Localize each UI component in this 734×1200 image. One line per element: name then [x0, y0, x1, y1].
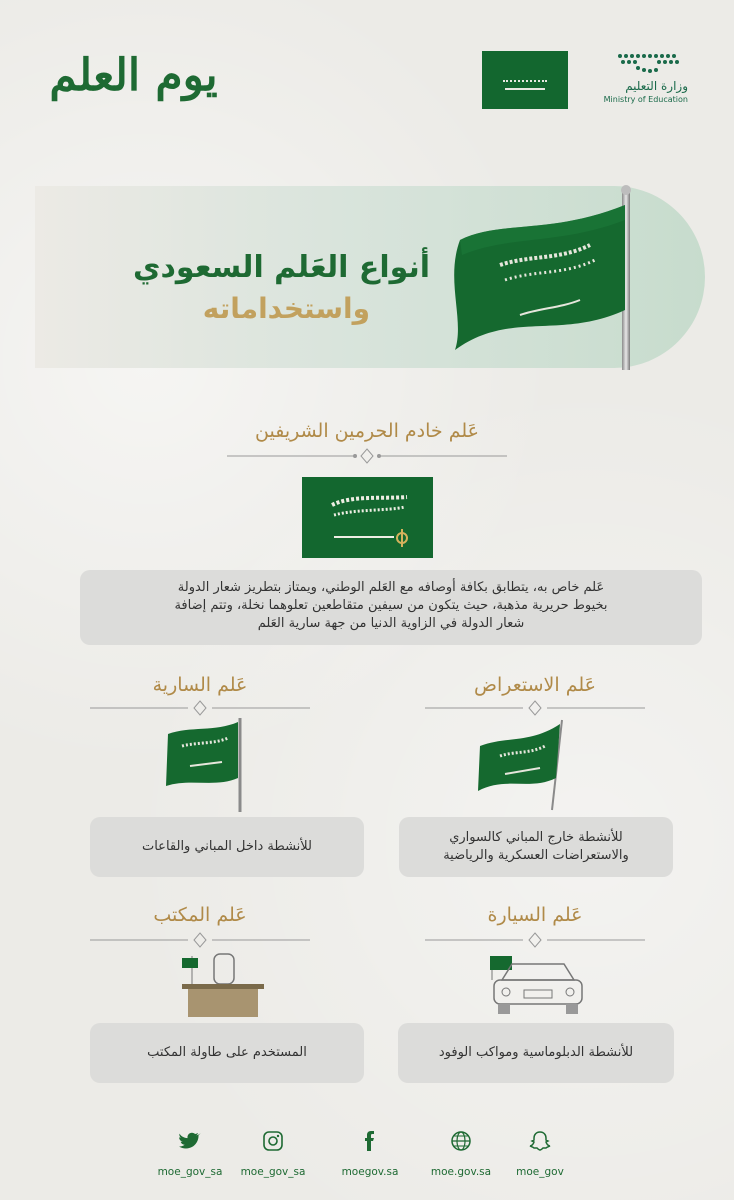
social-website[interactable] [411, 1130, 511, 1178]
header-saudi-flag [482, 51, 568, 109]
social-handle: moe_gov_sa [240, 1166, 306, 1178]
car-flag-title: عَلم السيارة [487, 904, 583, 926]
mast-desc: للأنشطة داخل المباني والقاعات [141, 839, 312, 854]
custodian-flag-image [302, 477, 433, 558]
ornament-divider [425, 700, 645, 716]
social-handle: moegov.sa [341, 1166, 399, 1178]
snapchat-icon [529, 1130, 551, 1152]
parade-description-box [399, 817, 673, 877]
custodian-desc-line2: بخيوط حريرية مذهبة، حيث يتكون من سيفين متقاطعين تعلوهما نخلة، وتتم إضافة [174, 598, 608, 613]
ministry-name-en: Ministry of Education [603, 95, 688, 104]
ministry-name-ar: وزارة التعليم [625, 79, 688, 93]
office-description-box [90, 1023, 364, 1083]
ornament-divider [90, 932, 310, 948]
facebook-icon [359, 1130, 381, 1152]
parade-flag-title: عَلم الاستعراض [474, 674, 596, 696]
ornament-divider [90, 700, 310, 716]
globe-icon [450, 1130, 472, 1152]
shahada-script-mark [503, 70, 547, 82]
social-facebook[interactable] [320, 1130, 420, 1178]
car-icon [480, 950, 596, 1020]
custodian-desc-line3: شعار الدولة في الزاوية الدنيا من جهة سارية العَلم [257, 616, 525, 631]
sword-mark [505, 88, 545, 90]
mast-description-box [90, 817, 364, 877]
ministry-dots-icon [616, 52, 682, 74]
social-handle: moe_gov_sa [157, 1166, 223, 1178]
social-handle: moe_gov [516, 1166, 564, 1178]
ornament-divider [425, 932, 645, 948]
custodian-desc-line1: عَلم خاص به، يتطابق بكافة أوصافه مع العَلم الوطني، ويمتاز بتطريز شعار الدولة [177, 580, 605, 595]
parade-desc-line2: والاستعراضات العسكرية والرياضية [443, 848, 629, 863]
parade-desc-line1: للأنشطة خارج المباني كالسواري [449, 830, 623, 845]
office-desc: المستخدم على طاولة المكتب [147, 1045, 307, 1060]
social-twitter[interactable] [140, 1130, 240, 1178]
custodian-flag-title: عَلم خادم الحرمين الشريفين [255, 420, 479, 442]
custodian-flag-emblem-icon [302, 477, 433, 558]
office-desk-icon [178, 950, 268, 1020]
twitter-icon [179, 1130, 201, 1152]
custodian-description-box [80, 570, 702, 645]
hero-title: أنواع العَلم السعودي [133, 250, 430, 285]
parade-flag-icon [470, 716, 570, 812]
flag-day-logo: يوم العلم [49, 50, 218, 101]
hero-waving-flag-icon [440, 200, 628, 350]
ministry-logo [578, 52, 688, 107]
hero-subtitle: واستخداماته [202, 292, 370, 325]
instagram-icon [262, 1130, 284, 1152]
car-description-box [398, 1023, 674, 1083]
flag-pole-finial [621, 185, 631, 195]
ornament-divider [227, 448, 507, 464]
office-flag-title: عَلم المكتب [153, 904, 247, 926]
social-handle: moe.gov.sa [430, 1166, 492, 1178]
mast-flag-icon [160, 716, 250, 814]
car-desc: للأنشطة الدبلوماسية ومواكب الوفود [438, 1045, 634, 1060]
mast-flag-title: عَلم السارية [152, 674, 248, 696]
